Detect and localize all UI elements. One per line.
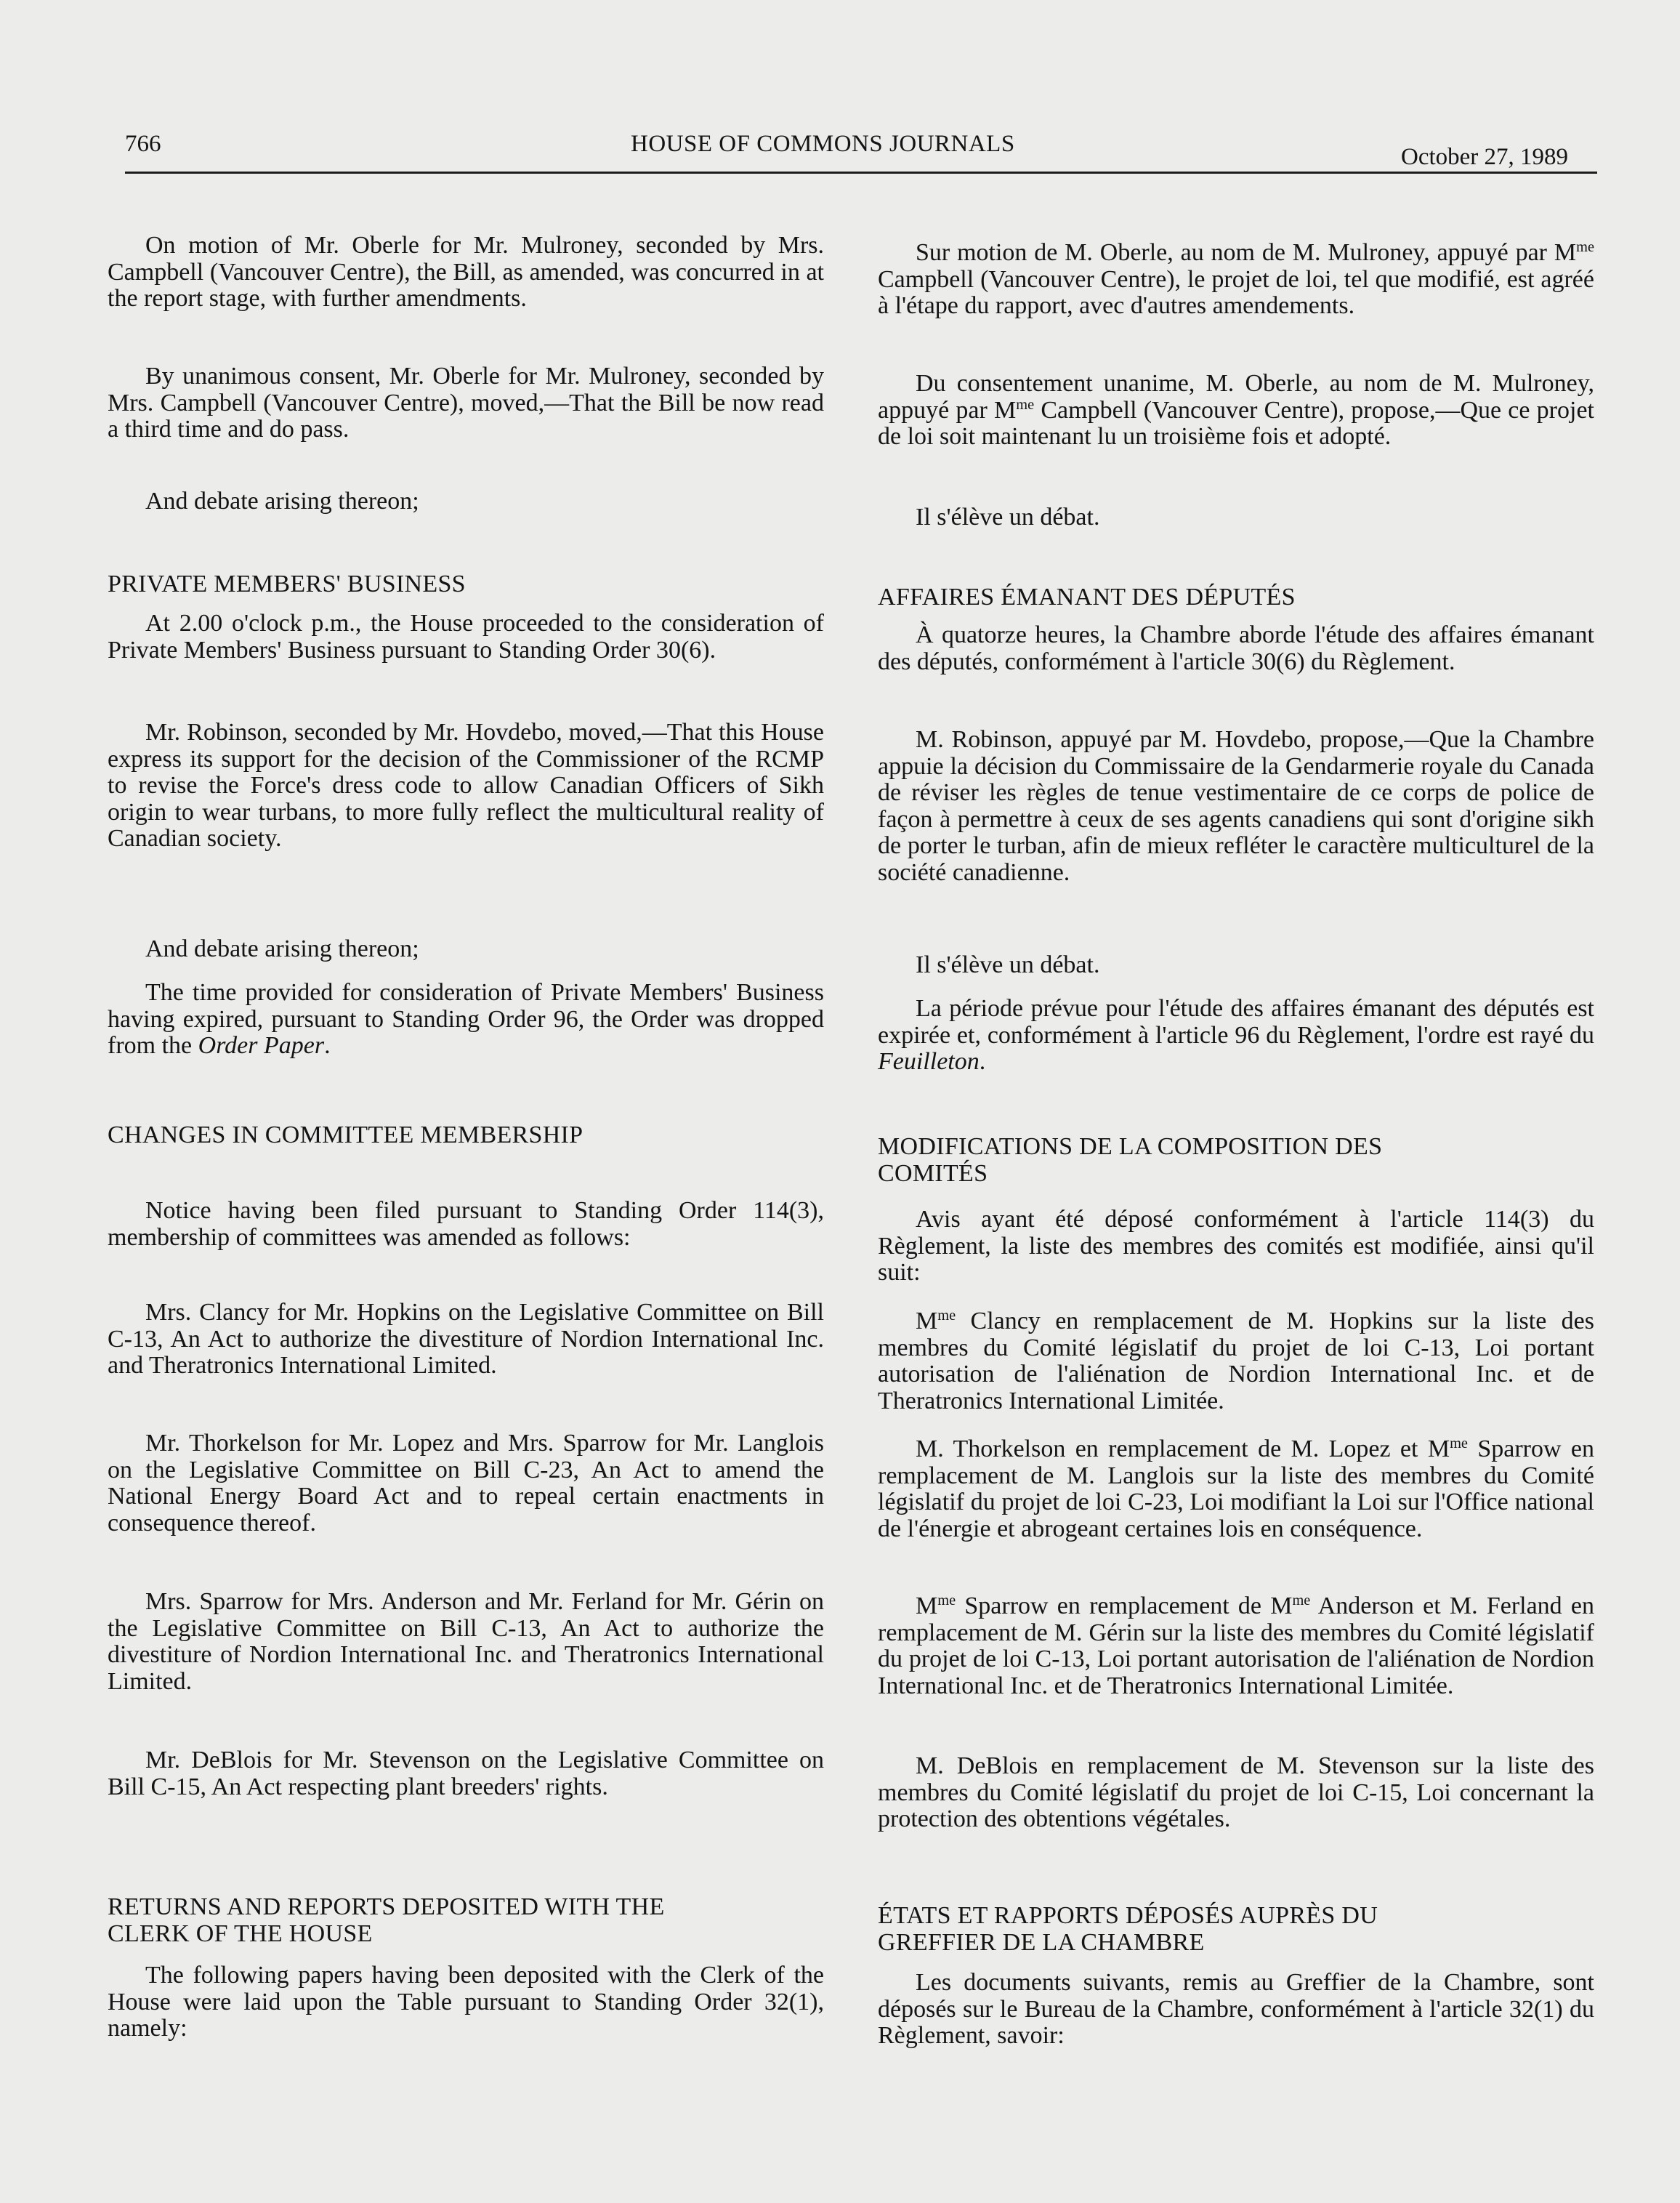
fr-paragraph: Sur motion de M. Oberle, au nom de M. Mulroney, appuyé par $M^{me}$ Campbell (Vancouver Centre), le projet de loi, tel que modifié, est agréé à l'étape du rapport, avec d'autres amendements. <box>878 238 1594 319</box>
fr-paragraph: $M^{me}$ Sparrow en remplacement de $M^{me}$ Anderson et M. Ferland en remplacement de M. Gérin sur la liste des membres du Comité législatif du projet de loi C-13, Loi portant autorisation de l'aliénation de Nordion International Inc. et de Theratronics International Limitée. <box>878 1592 1594 1699</box>
en-paragraph: On motion of Mr. Oberle for Mr. Mulroney, seconded by Mrs. Campbell (Vancouver Centre), the Bill, as amended, was concurred in at the report stage, with further amendments. <box>108 232 824 312</box>
fr-paragraph: M. Robinson, appuyé par M. Hovdebo, propose,—Que la Chambre appuie la décision du Commissaire de la Gendarmerie royale du Canada de réviser les règles de tenue vestimentaire de ce corps de police de façon à permettre à ceux de ses agents canadiens qui sont d'origine sikh de porter le turban, afin de mieux refléter le caractère multiculturel de la société canadienne. <box>878 726 1594 886</box>
header-rule <box>125 172 1597 174</box>
en-paragraph: Mr. Thorkelson for Mr. Lopez and Mrs. Sparrow for Mr. Langlois on the Legislative Committee on Bill C-23, An Act to amend the National Energy Board Act and to repeal certain enactments in consequence thereof. <box>108 1430 824 1537</box>
fr-paragraph: Il s'élève un débat. <box>916 951 1100 978</box>
en-paragraph: The following papers having been deposited with the Clerk of the House were laid upon the Table pursuant to Standing Order 32(1), namely: <box>108 1962 824 2042</box>
fr-paragraph: La période prévue pour l'étude des affaires émanant des députés est expirée et, conformément à l'article 96 du Règlement, l'ordre est rayé du Feuilleton. <box>878 995 1594 1075</box>
fr-section-heading: MODIFICATIONS DE LA COMPOSITION DES COMITÉS <box>878 1133 1383 1187</box>
fr-section-heading: AFFAIRES ÉMANANT DES DÉPUTÉS <box>878 584 1296 611</box>
fr-paragraph: À quatorze heures, la Chambre aborde l'étude des affaires émanant des députés, conformément à l'article 30(6) du Règlement. <box>878 621 1594 675</box>
en-paragraph: Mr. Robinson, seconded by Mr. Hovdebo, moved,—That this House express its support for the decision of the Commissioner of the RCMP to revise the Force's dress code to allow Canadian Officers of Sikh origin to wear turbans, to more fully reflect the multicultural reality of Canadian society. <box>108 719 824 852</box>
journal-title: HOUSE OF COMMONS JOURNALS <box>631 131 1015 157</box>
page-date: October 27, 1989 <box>1401 144 1569 170</box>
en-paragraph: Mrs. Sparrow for Mrs. Anderson and Mr. Ferland for Mr. Gérin on the Legislative Committee on Bill C-13, An Act to authorize the divestiture of Nordion International Inc. and Theratronics International Limited. <box>108 1588 824 1695</box>
en-paragraph: And debate arising thereon; <box>145 935 419 962</box>
fr-paragraph: $M^{me}$ Clancy en remplacement de M. Hopkins sur la liste des membres du Comité législatif du projet de loi C-13, Loi portant autorisation de l'aliénation de Nordion International Inc. et de Theratronics International Limitée. <box>878 1307 1594 1414</box>
en-paragraph: And debate arising thereon; <box>145 488 419 515</box>
fr-section-heading: ÉTATS ET RAPPORTS DÉPOSÉS AUPRÈS DU GREFFIER DE LA CHAMBRE <box>878 1902 1378 1956</box>
en-paragraph: Mr. DeBlois for Mr. Stevenson on the Legislative Committee on Bill C-15, An Act respecting plant breeders' rights. <box>108 1747 824 1800</box>
en-paragraph: Mrs. Clancy for Mr. Hopkins on the Legislative Committee on Bill C-13, An Act to authorize the divestiture of Nordion International Inc. and Theratronics International Limited. <box>108 1299 824 1379</box>
fr-paragraph: Du consentement unanime, M. Oberle, au nom de M. Mulroney, appuyé par $M^{me}$ Campbell (Vancouver Centre), propose,—Que ce projet de loi soit maintenant lu un troisième fois et adopté. <box>878 370 1594 450</box>
fr-paragraph: M. Thorkelson en remplacement de M. Lopez et $M^{me}$ Sparrow en remplacement de M. Langlois sur la liste des membres du Comité législatif du projet de loi C-23, Loi modifiant la Loi sur l'Office national de l'énergie et abrogeant certaines lois en conséquence. <box>878 1435 1594 1542</box>
en-paragraph: Notice having been filed pursuant to Standing Order 114(3), membership of committees was amended as follows: <box>108 1197 824 1251</box>
page-number: 766 <box>125 131 161 157</box>
fr-paragraph: M. DeBlois en remplacement de M. Stevenson sur la liste des membres du Comité législatif du projet de loi C-15, Loi concernant la protection des obtentions végétales. <box>878 1752 1594 1832</box>
en-section-heading: RETURNS AND REPORTS DEPOSITED WITH THE CLERK OF THE HOUSE <box>108 1893 665 1947</box>
en-section-heading: CHANGES IN COMMITTEE MEMBERSHIP <box>108 1121 583 1148</box>
fr-paragraph: Les documents suivants, remis au Greffier de la Chambre, sont déposés sur le Bureau de la Chambre, conformément à l'article 32(1) du Règlement, savoir: <box>878 1969 1594 2049</box>
en-paragraph: The time provided for consideration of Private Members' Business having expired, pursuant to Standing Order 96, the Order was dropped from the Order Paper. <box>108 979 824 1059</box>
en-paragraph: By unanimous consent, Mr. Oberle for Mr. Mulroney, seconded by Mrs. Campbell (Vancouver Centre), moved,—That the Bill be now read a third time and do pass. <box>108 363 824 443</box>
en-paragraph: At 2.00 o'clock p.m., the House proceeded to the consideration of Private Members' Business pursuant to Standing Order 30(6). <box>108 610 824 664</box>
en-section-heading: PRIVATE MEMBERS' BUSINESS <box>108 571 466 597</box>
fr-paragraph: Il s'élève un débat. <box>916 504 1100 531</box>
fr-paragraph: Avis ayant été déposé conformément à l'article 114(3) du Règlement, la liste des membres des comités est modifiée, ainsi qu'il suit: <box>878 1206 1594 1286</box>
